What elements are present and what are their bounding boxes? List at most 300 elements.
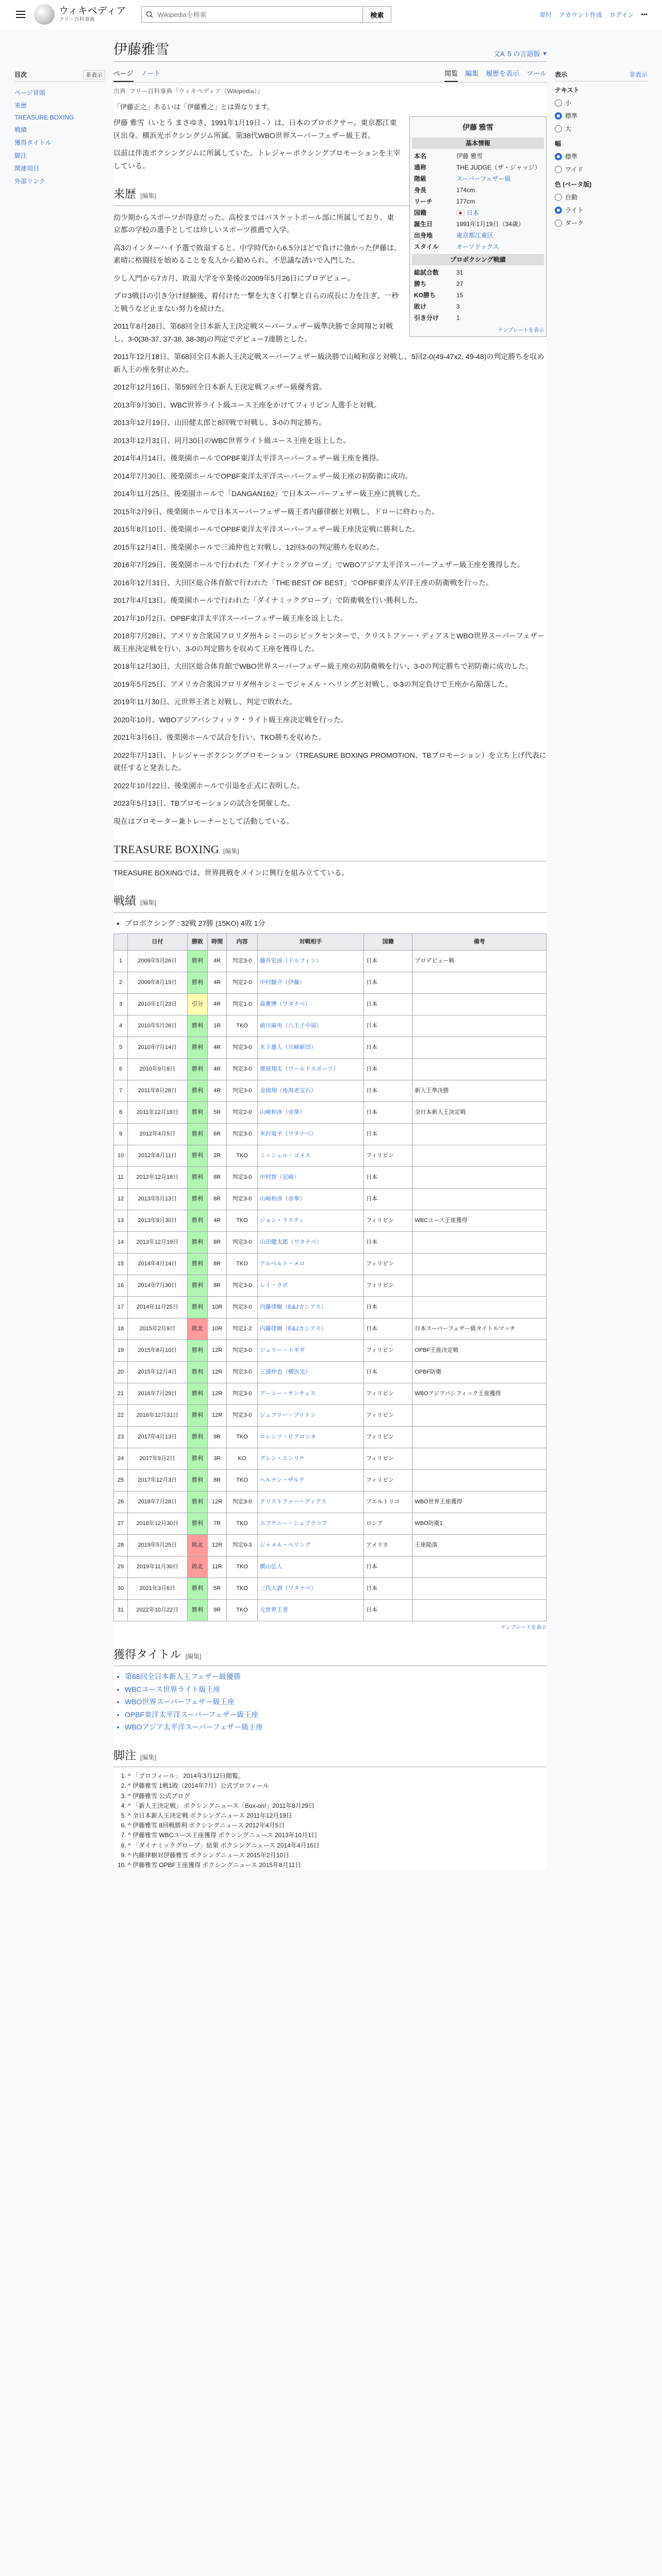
record-result: 勝利	[187, 1578, 207, 1600]
record-round: 9R	[208, 1600, 227, 1621]
record-result: 勝利	[187, 1080, 207, 1102]
edit-link[interactable]: [編集]	[140, 192, 156, 199]
table-row	[114, 1513, 547, 1535]
color-option[interactable]	[555, 191, 648, 204]
record-no: 9	[114, 1124, 128, 1145]
record-no: 10	[114, 1145, 128, 1167]
edit-link[interactable]: [編集]	[140, 1753, 156, 1761]
record-round: 4R	[208, 1037, 227, 1059]
record-result: 勝利	[187, 1362, 207, 1383]
title-item[interactable]: • OPBF東洋太平洋スーパーフェザー級王座	[125, 1708, 547, 1721]
search-bar	[141, 6, 391, 23]
record-date: 2013年9月30日	[128, 1210, 188, 1232]
record-result: 敗北	[187, 1535, 207, 1556]
record-method: 判定3-0	[227, 1405, 258, 1427]
record-round: 12R	[208, 1362, 227, 1383]
tab-history[interactable]: 履歴を表示	[486, 70, 520, 77]
record-opponent[interactable]: 木下雄人（川崎新田）	[257, 1037, 363, 1059]
appearance-hide-button[interactable]: 非表示	[628, 71, 648, 78]
record-date: 2011年12月18日	[128, 1102, 188, 1124]
color-label: 色 (ベータ版)	[555, 181, 592, 188]
record-no: 27	[114, 1513, 128, 1535]
record-result: 勝利	[187, 1232, 207, 1253]
history-paragraph: 2018年7月28日、アメリカ合衆国フロリダ州キシミーのシビックセンターで、クリストファー・ディアスとWBO世界スーパーフェザー級王座決定戦を行い、3-0の判定勝ちを収めて王座を獲得した。	[113, 632, 544, 653]
record-no: 17	[114, 1297, 128, 1318]
record-date: 2022年10月22日	[128, 1600, 188, 1621]
logo-subtitle: フリー百科事典	[59, 16, 95, 23]
tab-talk[interactable]: ノート	[140, 70, 161, 77]
record-date: 2009年8月19日	[128, 972, 188, 994]
table-row	[114, 951, 547, 972]
record-round: 4R	[208, 972, 227, 994]
record-no: 19	[114, 1340, 128, 1362]
record-opponent[interactable]: アルベルト・メロ	[257, 1253, 363, 1275]
record-method: TKO	[227, 1578, 258, 1600]
tab-tools[interactable]: ツール	[526, 70, 547, 77]
record-method: 判定1-2	[227, 1318, 258, 1340]
text-size-option-label: 標準	[565, 112, 578, 120]
record-no: 12	[114, 1189, 128, 1210]
record-nationality: 日本	[364, 1124, 412, 1145]
record-no: 30	[114, 1578, 128, 1600]
record-result: 勝利	[187, 1513, 207, 1535]
radio-icon	[555, 125, 562, 132]
record-round: 10R	[208, 1297, 227, 1318]
record-nationality: フィリピン	[364, 1405, 412, 1427]
record-method: 判定3-0	[227, 1275, 258, 1297]
width-option[interactable]	[555, 163, 648, 176]
record-date: 2015年12月4日	[128, 1362, 188, 1383]
record-no: 28	[114, 1535, 128, 1556]
appearance-panel	[555, 29, 648, 1873]
record-round: 3R	[208, 1448, 227, 1470]
record-date: 2017年12月3日	[128, 1470, 188, 1492]
article-body	[113, 87, 547, 1870]
history-paragraph: 2017年4月13日、後楽園ホールで行われた「ダイナミックグローブ」で防衛戦を行い勝利した。	[113, 596, 422, 604]
table-row	[114, 1492, 547, 1513]
table-row	[114, 1080, 547, 1102]
record-method: 判定3-0	[227, 1297, 258, 1318]
record-no: 8	[114, 1102, 128, 1124]
more-options-icon[interactable]: •••	[641, 11, 648, 18]
record-opponent[interactable]: ジョン・ラスティ	[257, 1210, 363, 1232]
record-round: 8R	[208, 1232, 227, 1253]
history-paragraph: 2011年8月28日、第68回全日本新人王決定戦スーパーフェザー級準決勝で金岡翔と対戦し、3-0(38-37, 37-38, 38-38)の判定でデビュー7連勝とした。	[113, 322, 393, 343]
width-label: 幅	[555, 140, 561, 147]
reference-item[interactable]: 10. ^ 伊藤雅雪 OPBF王座獲得 ボクシングニュース 2015年8月11日	[128, 1860, 547, 1870]
record-result: 勝利	[187, 1253, 207, 1275]
tab-edit[interactable]: 編集	[465, 70, 479, 77]
language-button[interactable]	[493, 48, 547, 58]
record-method: 判定3-0	[227, 1124, 258, 1145]
record-no: 23	[114, 1427, 128, 1448]
record-note: WBO防衛1	[412, 1513, 547, 1535]
infobox-row: スタイル オーソドックス	[414, 243, 499, 250]
reference-item[interactable]: 3. ^ 伊藤雅雪 公式ブログ	[128, 1791, 547, 1801]
record-date: 2018年12月30日	[128, 1513, 188, 1535]
record-opponent[interactable]: 前川麻央（八王子中屋）	[257, 1015, 363, 1037]
record-result: 勝利	[187, 1015, 207, 1037]
radio-icon	[555, 219, 562, 227]
text-size-label: テキスト	[555, 87, 580, 94]
record-result: 敗北	[187, 1556, 207, 1578]
record-opponent[interactable]: ジェフリー・ブリトン	[257, 1405, 363, 1427]
record-header-cell: 勝敗	[187, 934, 207, 951]
record-no: 6	[114, 1059, 128, 1080]
record-round: 8R	[208, 1189, 227, 1210]
record-opponent[interactable]: ヘルナン・ザルテ	[257, 1470, 363, 1492]
record-opponent[interactable]: 藤井宏成（ドルフィン）	[257, 951, 363, 972]
history-paragraph: 2018年12月30日、大田区総合体育館でWBO世界スーパーフェザー級王座の初防衛戦を行い、3-0の判定勝ちで初防衛に成功した。	[113, 662, 533, 670]
table-row	[114, 972, 547, 994]
record-method: 判定3-0	[227, 1340, 258, 1362]
record-template-link[interactable]: テンプレートを表示	[500, 1625, 547, 1631]
record-note: 王座陥落	[412, 1535, 547, 1556]
record-date: 2013年5月13日	[128, 1189, 188, 1210]
record-note	[412, 1124, 547, 1145]
table-row	[114, 1600, 547, 1621]
record-round: 12R	[208, 1405, 227, 1427]
record-date: 2017年4月13日	[128, 1427, 188, 1448]
record-note	[412, 994, 547, 1015]
infobox-row: リーチ 177cm	[414, 198, 475, 205]
color-option[interactable]	[555, 204, 648, 216]
history-paragraph: 幼少期からスポーツが得意だった。高校まではバスケットボール部に所属しており、東京都の学校の選手としては珍しいスポーツ推薦で入学。	[113, 213, 394, 234]
record-opponent[interactable]: 内藤律樹（E&Jカシアス）	[257, 1297, 363, 1318]
record-opponent[interactable]: グレン・エンリケ	[257, 1448, 363, 1470]
record-date: 2015年8月10日	[128, 1340, 188, 1362]
record-opponent[interactable]: ミッシェル・ゴメス	[257, 1145, 363, 1167]
record-note	[412, 1253, 547, 1275]
record-result: 勝利	[187, 1059, 207, 1080]
record-method: TKO	[227, 1427, 258, 1448]
record-nationality: フィリピン	[364, 1383, 412, 1405]
record-opponent[interactable]: 内藤律樹（E&Jカシアス）	[257, 1318, 363, 1340]
toc-title: 目次	[14, 71, 27, 78]
record-round: 7R	[208, 1513, 227, 1535]
record-method: TKO	[227, 1600, 258, 1621]
toc-item-notes[interactable]: 脚注	[14, 152, 27, 159]
search-input[interactable]	[141, 6, 363, 23]
record-opponent[interactable]: 横山弘人	[257, 1556, 363, 1578]
record-opponent[interactable]: 山田健太郎（ワタナベ）	[257, 1232, 363, 1253]
toc-item-treasure-boxing[interactable]: TREASURE BOXING	[14, 114, 74, 121]
record-method: 判定3-0	[227, 1059, 258, 1080]
record-date: 2014年7月30日	[128, 1275, 188, 1297]
record-no: 16	[114, 1275, 128, 1297]
record-round: 4R	[208, 1080, 227, 1102]
record-round: 4R	[208, 951, 227, 972]
toc-item-top[interactable]: ページ冒頭	[14, 89, 45, 96]
record-result: 勝利	[187, 1124, 207, 1145]
record-header-cell: 時間	[208, 934, 227, 951]
text-size-option[interactable]	[555, 122, 648, 135]
record-header-cell: 国籍	[364, 934, 412, 951]
globe-icon	[34, 4, 55, 25]
title-item[interactable]: • 第68回全日本新人王フェザー級優勝	[125, 1670, 547, 1683]
donate-link[interactable]: 寄付	[539, 11, 552, 19]
color-option[interactable]	[555, 216, 648, 229]
text-size-option[interactable]	[555, 109, 648, 122]
record-result: 勝利	[187, 972, 207, 994]
infobox-row: 通称 THE JUDGE（ザ・ジャッジ）	[414, 164, 541, 171]
record-result: 敗北	[187, 1318, 207, 1340]
record-opponent[interactable]: 中村駿介（伊藤）	[257, 972, 363, 994]
record-no: 31	[114, 1600, 128, 1621]
record-no: 13	[114, 1210, 128, 1232]
reference-item[interactable]: 7. ^ 伊藤雅雪 WBCユース王座獲得 ボクシングニュース 2013年10月1日	[128, 1831, 547, 1840]
record-note	[412, 1232, 547, 1253]
toc-item-external[interactable]: 外部リンク	[14, 178, 45, 185]
record-opponent[interactable]: 三浦仲也（横浜光）	[257, 1362, 363, 1383]
infobox-row: 敗け 3	[414, 303, 460, 310]
infobox-row: 国籍 日本	[414, 209, 479, 216]
record-date: 2014年4月14日	[128, 1253, 188, 1275]
chevron-down-icon: ▾	[543, 49, 547, 57]
text-size-option[interactable]	[555, 96, 648, 109]
reference-item[interactable]: 6. ^ 伊藤雅雪 8回戦勝利 ボクシングニュース 2012年4月5日	[128, 1821, 547, 1831]
tagline: 出典: フリー百科事典『ウィキペディア（Wikipedia）』	[113, 88, 263, 95]
record-opponent[interactable]: クリストファー・ディアス	[257, 1492, 363, 1513]
record-note: 日本スーパーフェザー級タイトルマッチ	[412, 1318, 547, 1340]
edit-link[interactable]: [編集]	[223, 848, 239, 855]
disambiguation-notice: 「伊藤正之」あるいは「伊藤雅之」とは異なります。	[113, 103, 274, 111]
record-opponent[interactable]: レイ・ラボ	[257, 1275, 363, 1297]
history-paragraph: 2013年12月31日、同月30日のWBC世界ライト級ユース王座を返上した。	[113, 436, 351, 445]
record-note	[412, 1470, 547, 1492]
record-no: 5	[114, 1037, 128, 1059]
record-no: 4	[114, 1015, 128, 1037]
toc-item-record[interactable]: 戦績	[14, 126, 27, 133]
infobox-row: 身長 174cm	[414, 187, 475, 194]
reference-item[interactable]: 5. ^ 全日本新人王決定戦 ボクシングニュース 2011年12月19日	[128, 1811, 547, 1821]
record-round: 5R	[208, 1102, 227, 1124]
login-link[interactable]: ログイン	[609, 11, 634, 19]
radio-icon	[555, 194, 562, 201]
history-paragraph: 2022年10月22日、後楽園ホールで引退を正式に表明した。	[113, 781, 305, 790]
history-paragraph: 2017年10月2日、OPBF東洋太平洋スーパーフェザー級王座を返上した。	[113, 614, 347, 622]
history-paragraph: 2015年2月9日、後楽園ホールで日本スーパーフェザー級王者内藤律樹と対戦し、ドローに終わった。	[113, 507, 439, 516]
record-note	[412, 1059, 547, 1080]
record-method: 判定3-0	[227, 1037, 258, 1059]
history-paragraph: 2020年10月、WBOアジアパシフィック・ライト級王座決定戦を行った。	[113, 715, 348, 724]
record-nationality: フィリピン	[364, 1448, 412, 1470]
record-nationality: プエルトリコ	[364, 1492, 412, 1513]
record-date: 2019年5月25日	[128, 1535, 188, 1556]
table-row	[114, 1210, 547, 1232]
record-method: TKO	[227, 1145, 258, 1167]
treasure-boxing-text: TREASURE BOXINGでは、世界挑戦をメインに興行を組み立てている。	[113, 868, 349, 877]
record-date: 2010年7月14日	[128, 1037, 188, 1059]
wikipedia-logo[interactable]	[34, 4, 126, 25]
reference-item[interactable]: 9. ^ 内藤律樹対伊藤雅雪 ボクシングニュース 2015年2月10日	[128, 1851, 547, 1860]
record-nationality: 日本	[364, 951, 412, 972]
record-method: 判定1-0	[227, 994, 258, 1015]
reference-item[interactable]: 4. ^ 「新人王決定戦」 ボクシングニュース「Box-on!」2011年8月29日	[128, 1801, 547, 1811]
record-nationality: 日本	[364, 1362, 412, 1383]
record-round: 12R	[208, 1340, 227, 1362]
radio-icon	[555, 166, 562, 173]
toc-item-titles[interactable]: 獲得タイトル	[14, 139, 52, 146]
width-option[interactable]	[555, 150, 648, 163]
record-nationality: フィリピン	[364, 1470, 412, 1492]
table-row	[114, 1102, 547, 1124]
table-row	[114, 1448, 547, 1470]
record-opponent[interactable]: 米沢竜平（ワタナベ）	[257, 1124, 363, 1145]
history-paragraph: 2023年5月13日、TBプロモーションの試合を開催した。	[113, 799, 295, 807]
record-result: 勝利	[187, 1102, 207, 1124]
record-no: 2	[114, 972, 128, 994]
section-treasure-boxing: TREASURE BOXING [編集]	[113, 840, 547, 861]
record-no: 24	[114, 1448, 128, 1470]
menu-icon[interactable]	[14, 8, 27, 21]
history-paragraph: 2015年8月10日、後楽園ホールでOPBF東洋太平洋スーパーフェザー級王座決定戦に勝利した。	[113, 525, 420, 533]
record-header-cell: 内容	[227, 934, 258, 951]
infobox-template-link[interactable]: テンプレートを表示	[498, 328, 544, 333]
toc-item-history[interactable]: 来歴	[14, 102, 27, 109]
infobox-title: 伊藤 雅雪	[462, 123, 493, 131]
history-paragraph: 2014年11月25日、後楽園ホールで「DANGAN162」で日本スーパーフェザー級王座に挑戦した。	[113, 489, 425, 498]
toc-hide-button[interactable]: 非表示	[83, 70, 105, 79]
toc-item-related[interactable]: 関連項目	[14, 165, 40, 172]
history-paragraph: 2013年9月30日、WBC世界ライト級ユース王座をかけてフィリピン人選手と対戦。	[113, 400, 381, 409]
infobox-section-record: プロボクシング戦績	[412, 254, 544, 265]
main-content	[105, 29, 555, 1873]
record-round: 9R	[208, 1427, 227, 1448]
record-round: 2R	[208, 1145, 227, 1167]
record-opponent[interactable]: 山崎和彦（帝拳）	[257, 1189, 363, 1210]
title-item[interactable]: • WBCユース世界ライト級王座	[125, 1683, 547, 1696]
tab-read[interactable]: 閲覧	[444, 65, 458, 82]
create-account-link[interactable]: アカウント作成	[559, 11, 602, 19]
record-result: 引分	[187, 994, 207, 1015]
record-result: 勝利	[187, 1189, 207, 1210]
record-date: 2009年5月26日	[128, 951, 188, 972]
user-links	[539, 10, 648, 19]
record-nationality: 日本	[364, 1600, 412, 1621]
search-button[interactable]: 検索	[363, 6, 391, 23]
record-note: WBO世界王座獲得	[412, 1492, 547, 1513]
record-no: 22	[114, 1405, 128, 1427]
table-row	[114, 1383, 547, 1405]
table-row	[114, 1189, 547, 1210]
record-no: 14	[114, 1232, 128, 1253]
record-round: 4R	[208, 1059, 227, 1080]
section-history: 来歴 [編集]	[113, 184, 547, 206]
record-result: 勝利	[187, 1470, 207, 1492]
record-method: 判定3-0	[227, 1232, 258, 1253]
table-row	[114, 1318, 547, 1340]
record-opponent[interactable]: 三代大訓（ワタナベ）	[257, 1578, 363, 1600]
record-opponent[interactable]: ジュリー・ドギダ	[257, 1340, 363, 1362]
table-row	[114, 1556, 547, 1578]
record-summary: • プロボクシング : 32戦 27勝 (15KO) 4敗 1分	[125, 917, 547, 930]
reference-item[interactable]: 2. ^ 伊藤雅雪 1戦1敗（2014年7月）公式プロフィール	[128, 1781, 547, 1791]
record-result: 勝利	[187, 1383, 207, 1405]
record-note	[412, 1448, 547, 1470]
infobox-row: 誕生日 1991年1月19日（34歳）	[414, 221, 525, 228]
record-opponent[interactable]: ロレンツ・ピアロンキ	[257, 1427, 363, 1448]
tab-page[interactable]: ページ	[113, 65, 134, 82]
record-method: TKO	[227, 1210, 258, 1232]
record-note: 新人王準決勝	[412, 1080, 547, 1102]
record-date: 2011年8月28日	[128, 1080, 188, 1102]
record-date: 2021年3月6日	[128, 1578, 188, 1600]
history-paragraph: プロ3戦目の引き分け経験後、着付けた一撃を大きく打撃と自らの成長に力を注ぎ、一秒と戦うなど止まない努力を続けた。	[113, 292, 399, 313]
record-note: WBOアジアパシフィック王座獲得	[412, 1383, 547, 1405]
title-item[interactable]: • WBO世界スーパーフェザー級王座	[125, 1696, 547, 1708]
record-no: 18	[114, 1318, 128, 1340]
record-opponent[interactable]: 金岡翔（角海老宝石）	[257, 1080, 363, 1102]
record-opponent[interactable]: アーニー・サンチェス	[257, 1383, 363, 1405]
radio-icon	[555, 112, 562, 120]
record-date: 2014年11月25日	[128, 1297, 188, 1318]
record-note	[412, 1578, 547, 1600]
record-date: 2010年9月8日	[128, 1059, 188, 1080]
record-method: TKO	[227, 1513, 258, 1535]
table-row	[114, 1340, 547, 1362]
record-round: 10R	[208, 1318, 227, 1340]
record-opponent[interactable]: 中村智（尼崎）	[257, 1167, 363, 1189]
history-paragraph: 現在はプロモーター兼トレーナーとして活動している。	[113, 817, 294, 825]
record-opponent[interactable]: ジャメル・ヘリング	[257, 1535, 363, 1556]
record-opponent[interactable]: 栗原翔太（ワールドスポーツ）	[257, 1059, 363, 1080]
reference-item[interactable]: 1. ^ 「プロフィール」 2014年3月12日閲覧。	[128, 1771, 547, 1781]
title-item[interactable]: • WBOアジア太平洋スーパーフェザー級王座	[125, 1721, 547, 1734]
logo-title: ウィキペディア	[59, 6, 126, 17]
record-no: 21	[114, 1383, 128, 1405]
record-date: 2010年1月23日	[128, 994, 188, 1015]
record-note	[412, 1556, 547, 1578]
table-row	[114, 1037, 547, 1059]
record-result: 勝利	[187, 1037, 207, 1059]
edit-link[interactable]: [編集]	[185, 1652, 202, 1660]
appearance-title: 表示	[555, 71, 568, 78]
record-opponent[interactable]: 山崎和彦（帝拳）	[257, 1102, 363, 1124]
record-header-cell: 備考	[412, 934, 547, 951]
record-note	[412, 1189, 547, 1210]
text-size-option-label: 小	[565, 99, 572, 107]
record-round: 12R	[208, 1492, 227, 1513]
record-no: 26	[114, 1492, 128, 1513]
record-opponent[interactable]: エフゲニー・シュプラコフ	[257, 1513, 363, 1535]
record-opponent[interactable]: 元世界王者	[257, 1600, 363, 1621]
edit-link[interactable]: [編集]	[140, 899, 156, 906]
record-nationality: アメリカ	[364, 1535, 412, 1556]
record-opponent[interactable]: 森雅博（ワタナベ）	[257, 994, 363, 1015]
record-note	[412, 1145, 547, 1167]
record-no: 29	[114, 1556, 128, 1578]
radio-icon	[555, 99, 562, 107]
color-option-label: ダーク	[565, 219, 584, 227]
record-note	[412, 972, 547, 994]
record-note	[412, 1427, 547, 1448]
history-paragraph: 2014年7月30日、後楽園ホールでOPBF東洋太平洋スーパーフェザー級王座の初防衛に成功。	[113, 471, 412, 480]
reference-item[interactable]: 8. ^ 「ダイナミックグローブ」結果 ボクシングニュース 2014年4月15日	[128, 1841, 547, 1851]
record-round: 5R	[208, 1578, 227, 1600]
table-of-contents	[14, 29, 105, 1873]
record-note: OPBF防衛	[412, 1362, 547, 1383]
record-no: 25	[114, 1470, 128, 1492]
record-date: 2016年7月29日	[128, 1383, 188, 1405]
text-size-option-label: 大	[565, 125, 572, 132]
page-title: 伊藤雅雪	[113, 42, 169, 57]
record-nationality: フィリピン	[364, 1340, 412, 1362]
history-paragraph: 高3のインターハイ予選で敗退すると、中学時代から6.5分ほどで負けに強かった伊藤は、素晴に格闘技を始めることを友人から勧められ、不思議な誘いで入門した。	[113, 243, 401, 264]
record-nationality: 日本	[364, 972, 412, 994]
record-result: 勝利	[187, 1275, 207, 1297]
record-date: 2019年11月30日	[128, 1556, 188, 1578]
